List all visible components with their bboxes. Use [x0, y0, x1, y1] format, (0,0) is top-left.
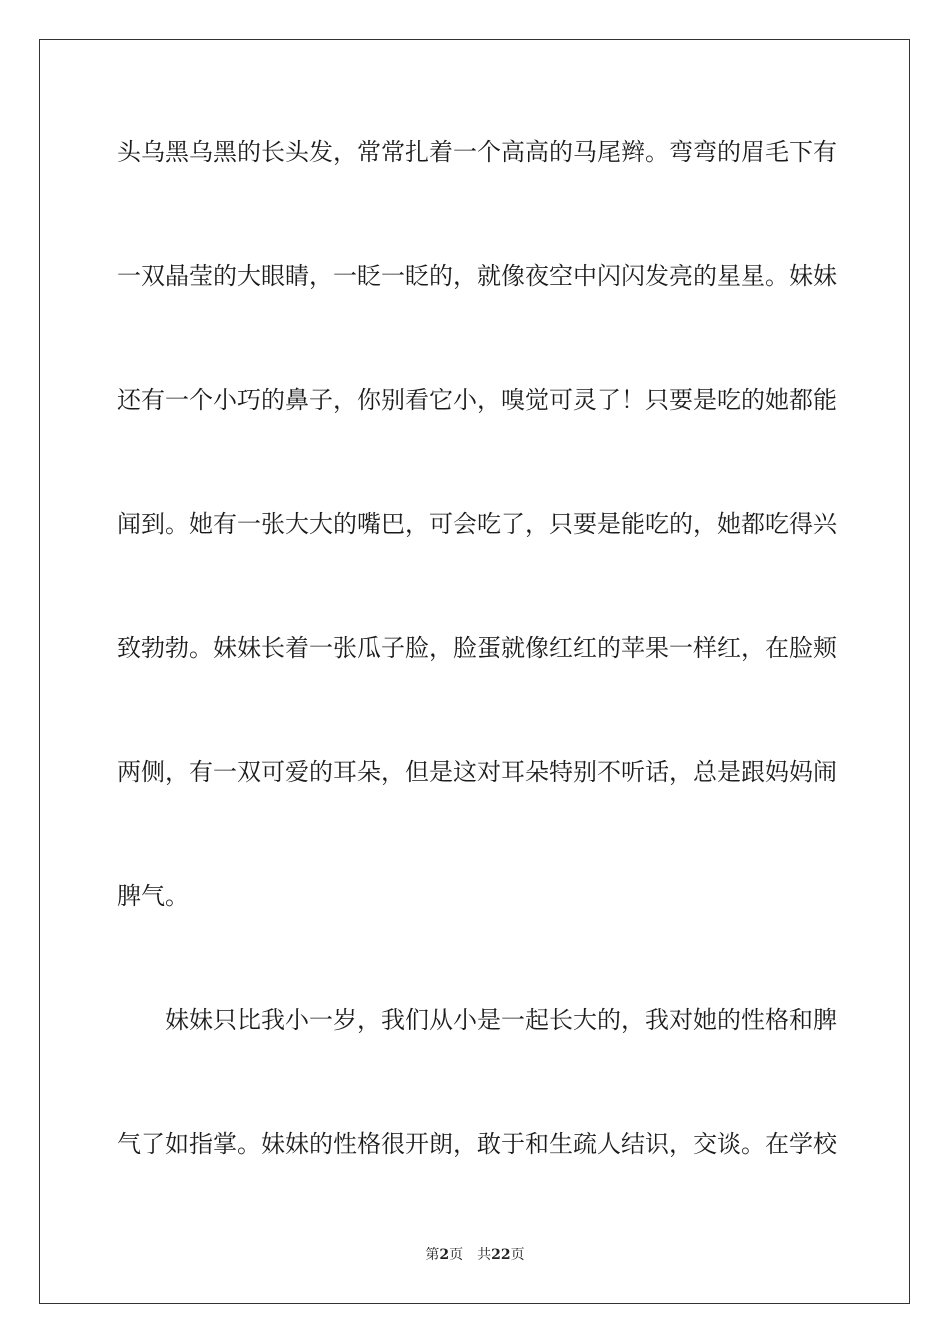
body-text-line-9: 气了如指掌。妹妹的性格很开朗，敢于和生疏人结识，交谈。在学校	[117, 1130, 837, 1158]
total-prefix: 共	[477, 1247, 492, 1263]
page-footer	[0, 1246, 950, 1264]
page-prefix: 第	[425, 1247, 440, 1263]
body-text-line-1: 头乌黑乌黑的长头发，常常扎着一个高高的马尾辫。弯弯的眉毛下有	[117, 138, 837, 166]
body-text-line-4: 闻到。她有一张大大的嘴巴，可会吃了，只要是能吃的，她都吃得兴	[117, 510, 837, 538]
body-text-line-6: 两侧，有一双可爱的耳朵，但是这对耳朵特别不听话，总是跟妈妈闹	[117, 758, 837, 786]
body-text-line-2: 一双晶莹的大眼睛，一眨一眨的，就像夜空中闪闪发亮的星星。妹妹	[117, 262, 837, 290]
page-suffix: 页	[449, 1247, 464, 1263]
body-text-line-8: 妹妹只比我小一岁，我们从小是一起长大的，我对她的性格和脾	[117, 1006, 837, 1034]
total-pages: 22	[491, 1247, 511, 1263]
body-text-line-7: 脾气。	[117, 882, 189, 910]
page-number: 2	[439, 1247, 450, 1263]
body-text-line-3: 还有一个小巧的鼻子，你别看它小，嗅觉可灵了！只要是吃的她都能	[117, 386, 837, 414]
body-text-line-5: 致勃勃。妹妹长着一张瓜子脸，脸蛋就像红红的苹果一样红，在脸颊	[117, 634, 837, 662]
page-border	[39, 39, 910, 1304]
total-suffix: 页	[510, 1247, 525, 1263]
